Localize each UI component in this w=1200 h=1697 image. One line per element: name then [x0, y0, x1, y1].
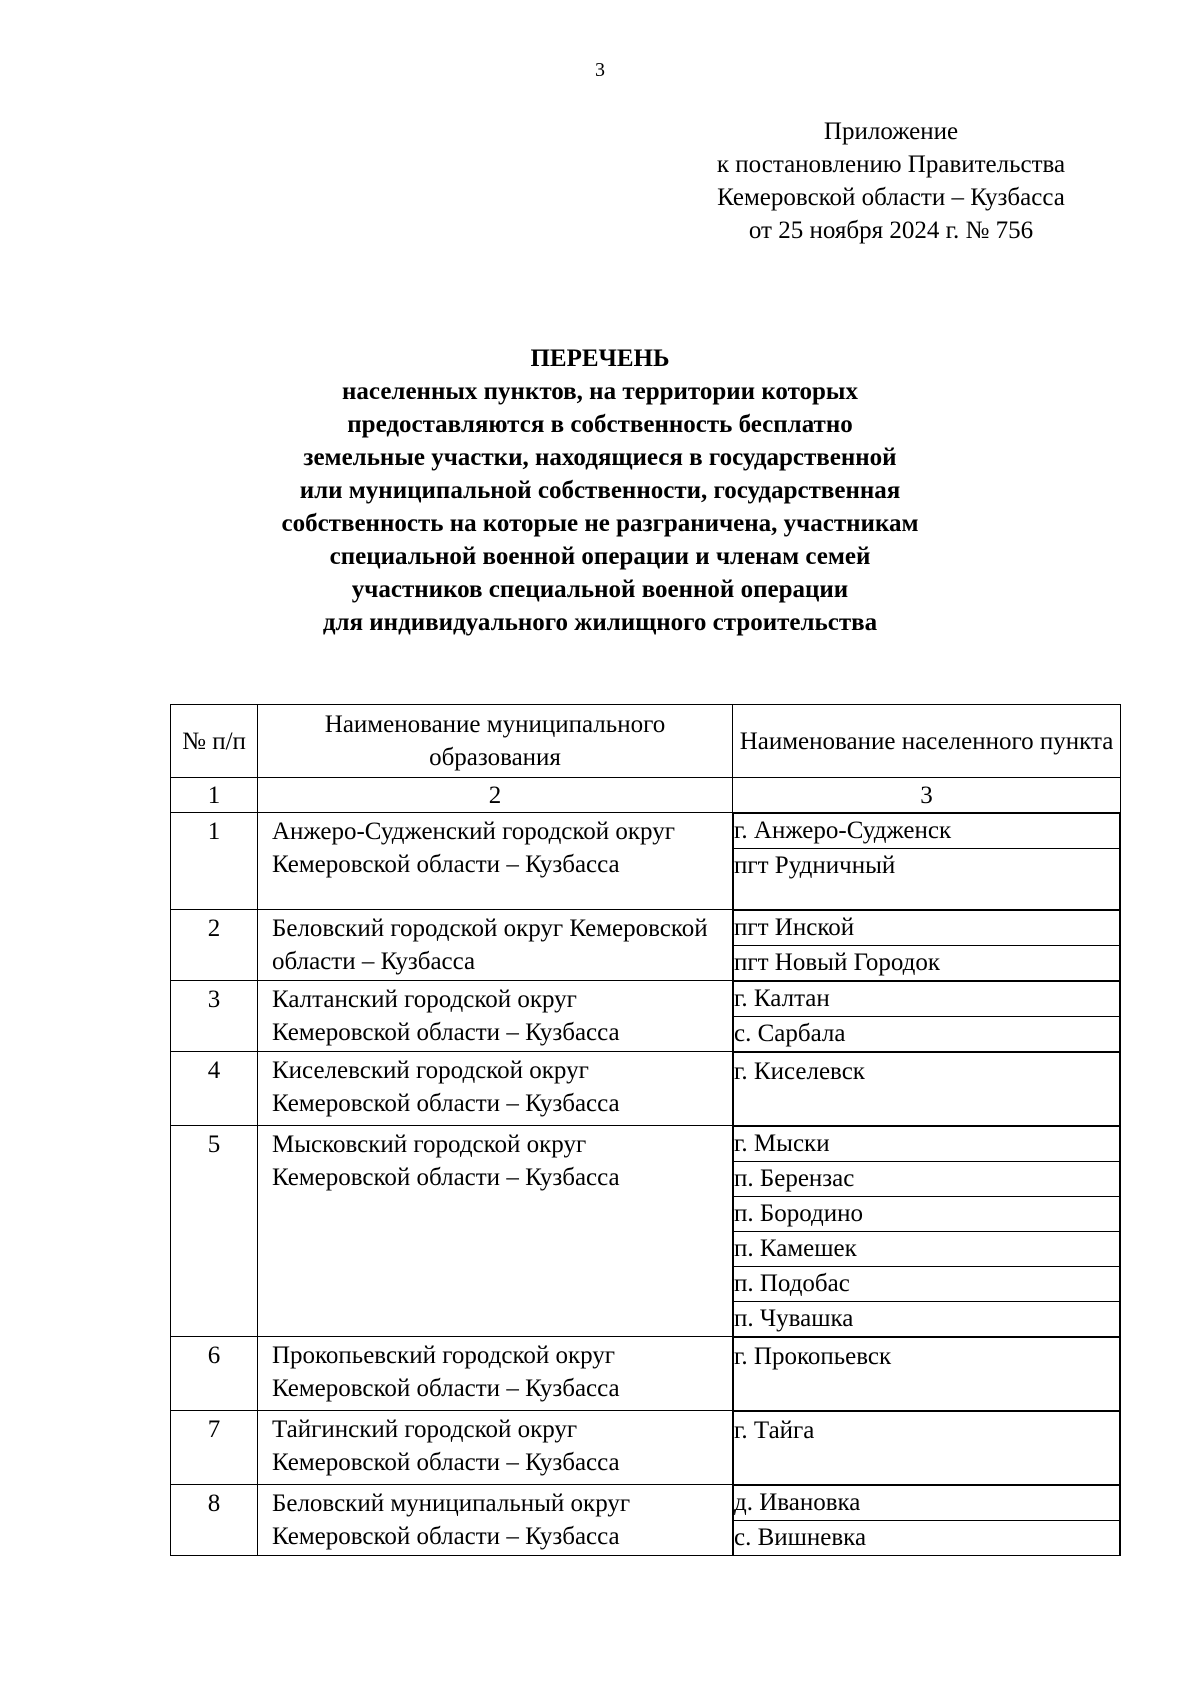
settlement-name: г. Тайга: [734, 1412, 1120, 1485]
table-row: [171, 1485, 1121, 1556]
settlements-cell: [733, 910, 1121, 981]
table-header-row: [171, 705, 1121, 778]
row-number: 6: [207, 1342, 221, 1369]
title-line: для индивидуального жилищного строительства: [322, 609, 878, 636]
settlement-name: с. Сарбала: [734, 1017, 1120, 1052]
settlement-row: [734, 1486, 1120, 1521]
title-line: земельные участки, находящиеся в государственной: [303, 444, 897, 471]
row-number: 3: [207, 986, 221, 1013]
municipality-name: Беловский городской округ Кемеровской области – Кузбасса: [272, 915, 708, 975]
page-number: 3: [595, 59, 605, 81]
row-number-cell: [171, 1485, 258, 1556]
settlement-name: п. Берензас: [734, 1162, 1120, 1197]
settlement-name: с. Вишневка: [734, 1521, 1120, 1556]
title-heading: ПЕРЕЧЕНЬ: [530, 345, 670, 372]
settlement-name: г. Киселевск: [734, 1053, 1120, 1126]
settlement-list: [733, 1485, 1120, 1555]
settlement-list: [733, 1126, 1120, 1336]
document-title: [150, 342, 1050, 639]
settlements-cell: [733, 1411, 1121, 1485]
row-number: 8: [207, 1490, 221, 1517]
row-number-cell: [171, 1411, 258, 1485]
table-row: [171, 1337, 1121, 1411]
settlement-name: г. Прокопьевск: [734, 1338, 1120, 1411]
row-number: 2: [207, 915, 221, 942]
settlement-list: [733, 813, 1120, 909]
table-row: [171, 1126, 1121, 1337]
settlement-name: пгт Инской: [734, 911, 1120, 946]
table-row: [171, 813, 1121, 910]
settlement-row: [734, 1338, 1120, 1411]
row-number-cell: [171, 813, 258, 910]
table-row: [171, 1411, 1121, 1485]
municipality-name: Мысковский городской округ Кемеровской области – Кузбасса: [272, 1131, 620, 1191]
settlement-row: [734, 1017, 1120, 1052]
settlement-name: пгт Новый Городок: [734, 946, 1120, 981]
settlement-name: п. Камешек: [734, 1232, 1120, 1267]
municipality-cell: [258, 1052, 733, 1126]
settlement-row: [734, 1053, 1120, 1126]
settlement-row: [734, 982, 1120, 1017]
settlement-row: [734, 911, 1120, 946]
column-number-cell: 1: [171, 778, 258, 813]
settlement-row: [734, 1412, 1120, 1485]
settlement-name: п. Бородино: [734, 1197, 1120, 1232]
row-number-cell: [171, 981, 258, 1052]
settlement-row: [734, 1267, 1120, 1302]
municipality-name: Тайгинский городской округ Кемеровской области – Кузбасса: [272, 1416, 620, 1476]
header-cell-settlement: Наименование населенного пункта: [733, 705, 1121, 778]
municipality-cell: [258, 981, 733, 1052]
municipality-name: Киселевский городской округ Кемеровской области – Кузбасса: [272, 1057, 620, 1117]
table-row: [171, 1052, 1121, 1126]
appendix-line: от 25 ноября 2024 г. № 756: [748, 217, 1034, 244]
appendix-line: Кемеровской области – Кузбасса: [717, 184, 1065, 211]
header-cell-municipality: Наименование муниципального образования: [258, 705, 733, 778]
title-line: предоставляются в собственность бесплатно: [347, 411, 853, 438]
table-row: [171, 981, 1121, 1052]
settlements-cell: [733, 813, 1121, 910]
appendix-line: к постановлению Правительства: [716, 151, 1066, 178]
municipality-cell: [258, 910, 733, 981]
settlement-row: [734, 1127, 1120, 1162]
settlements-cell: [733, 1126, 1121, 1337]
settlements-cell: [733, 981, 1121, 1052]
settlements-cell: [733, 1052, 1121, 1126]
settlement-name: п. Чувашка: [734, 1302, 1120, 1337]
municipality-name: Анжеро-Судженский городской округ Кемеровской области – Кузбасса: [272, 818, 675, 878]
column-number-cell: 2: [258, 778, 733, 813]
settlement-row: [734, 849, 1120, 910]
settlement-list: [733, 1411, 1120, 1484]
title-line: или муниципальной собственности, государственная: [299, 477, 901, 504]
row-number: 4: [207, 1057, 221, 1084]
column-number-cell: 3: [733, 778, 1121, 813]
column-number-row: [171, 778, 1121, 813]
settlement-name: г. Калтан: [734, 982, 1120, 1017]
title-line: участников специальной военной операции: [351, 576, 849, 603]
appendix-block: [668, 115, 1114, 247]
row-number: 1: [207, 818, 221, 845]
settlement-list: [733, 1052, 1120, 1125]
title-line: специальной военной операции и членам семей: [329, 543, 871, 570]
settlement-row: [734, 1521, 1120, 1556]
row-number-cell: [171, 1126, 258, 1337]
row-number-cell: [171, 1052, 258, 1126]
settlement-name: пгт Рудничный: [734, 849, 1120, 910]
row-number-cell: [171, 1337, 258, 1411]
appendix-line: Приложение: [823, 118, 959, 145]
settlement-name: п. Подобас: [734, 1267, 1120, 1302]
header-cell-number: № п/п: [171, 705, 258, 778]
settlement-name: д. Ивановка: [734, 1486, 1120, 1521]
settlement-name: г. Мыски: [734, 1127, 1120, 1162]
municipality-cell: [258, 1485, 733, 1556]
row-number: 5: [207, 1131, 221, 1158]
table-row: [171, 910, 1121, 981]
municipality-name: Беловский муниципальный округ Кемеровской области – Кузбасса: [272, 1490, 631, 1550]
row-number-cell: [171, 910, 258, 981]
title-line: населенных пунктов, на территории которых: [342, 378, 858, 405]
row-number: 7: [207, 1416, 221, 1443]
title-line: собственность на которые не разграничена, участникам: [281, 510, 919, 537]
settlement-list: [733, 981, 1120, 1051]
municipality-cell: [258, 813, 733, 910]
settlement-row: [734, 1232, 1120, 1267]
settlement-row: [734, 1197, 1120, 1232]
settlement-list: [733, 1337, 1120, 1410]
settlements-cell: [733, 1485, 1121, 1556]
settlement-name: г. Анжеро-Судженск: [734, 814, 1120, 849]
municipality-cell: [258, 1126, 733, 1337]
settlements-table: [170, 704, 1121, 1556]
municipality-name: Калтанский городской округ Кемеровской области – Кузбасса: [272, 986, 620, 1046]
settlement-row: [734, 1302, 1120, 1337]
municipality-cell: [258, 1337, 733, 1411]
municipality-name: Прокопьевский городской округ Кемеровской области – Кузбасса: [272, 1342, 620, 1402]
settlement-list: [733, 910, 1120, 980]
settlements-cell: [733, 1337, 1121, 1411]
settlement-row: [734, 1162, 1120, 1197]
settlement-row: [734, 814, 1120, 849]
settlement-row: [734, 946, 1120, 981]
municipality-cell: [258, 1411, 733, 1485]
